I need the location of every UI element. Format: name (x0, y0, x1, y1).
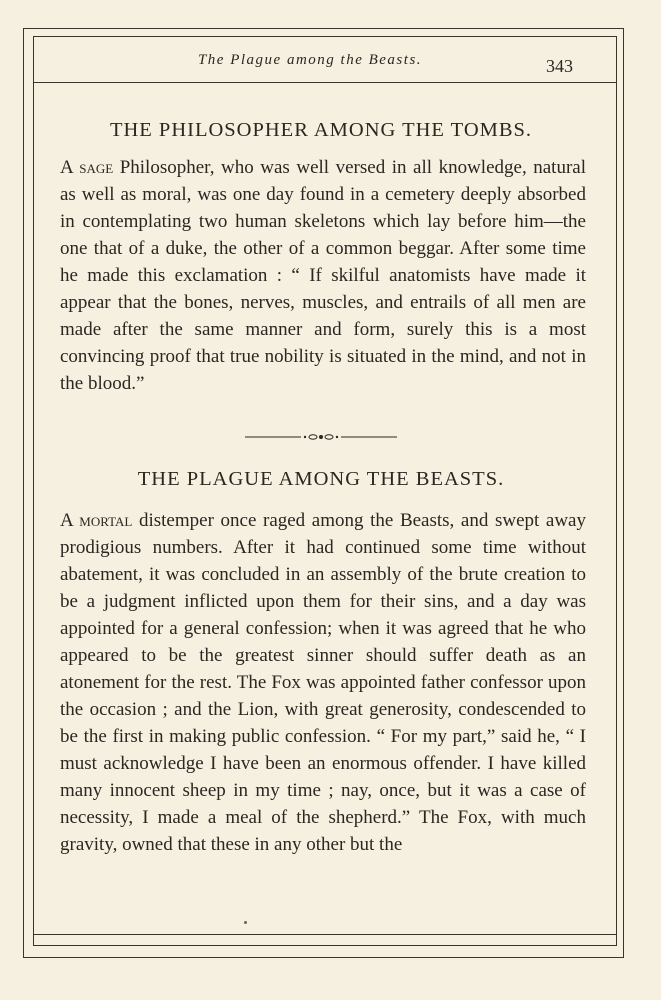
story1-lead: A sage (60, 157, 114, 178)
running-head: The Plague among the Beasts. (197, 52, 423, 68)
story2-body (60, 507, 586, 858)
story2-text: distemper once raged among the Beasts, and swept away prodigious numbers. After it had continued some time without abatement, it was concluded in an assembly of the brute creation to be a judgment inflicted upon them for their sins, and a day was appointed for a general confession; when it was agreed that he who appeared to be the greatest sinner should suffer death as an atonement for the rest. The Fox was appointed father confessor upon the occasion ; and the Lion, with great generosity, condescended to be the first in making public confession. “ For my part,” said he, “ I must acknowledge I have been an enormous offender. I have killed many innocent sheep in my time ; nay, once, but it was a case of necessity, I made a meal of the shepherd.” The Fox, with much gravity, owned that these in any other but the (60, 510, 586, 855)
page-number: 343 (546, 56, 573, 76)
bottom-rule (33, 934, 616, 935)
story1-text: Philosopher, who was well versed in all knowledge, natural as well as moral, was one day found in a cemetery deeply absorbed in contemplating two human skeletons which lay before him—the one that of a duke, the other of a common beggar. After some time he made this exclamation : “ If skilful anatomists have made it appear that the bones, nerves, muscles, and entrails of all men are made after the same manner and form, surely this is a most convincing proof that true nobility is situated in the mind, and not in the blood.” (60, 157, 586, 394)
story1-title: THE PHILOSOPHER AMONG THE TOMBS. (109, 119, 533, 141)
story2-title: THE PLAGUE AMONG THE BEASTS. (137, 468, 505, 490)
story2-lead: A mortal (60, 510, 133, 531)
section-ornament (245, 430, 397, 444)
story1-body (60, 154, 586, 397)
print-speck (244, 921, 247, 924)
header-rule (33, 82, 616, 83)
